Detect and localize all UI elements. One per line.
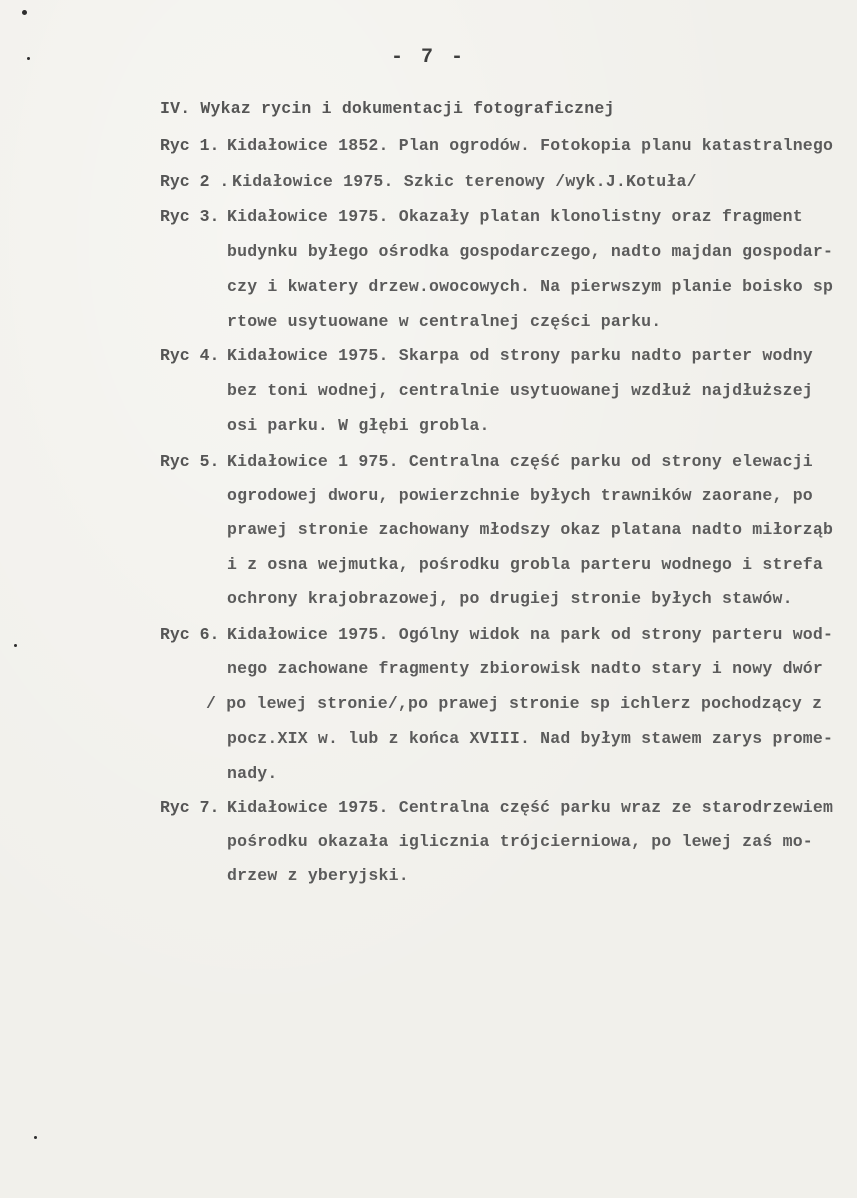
figure-caption-line: pocz.XIX w. lub z końca XVIII. Nad byłym stawem zarys prome-	[227, 729, 834, 748]
punch-mark-top	[22, 10, 27, 15]
section-title: IV. Wykaz rycin i dokumentacji fotograficznej	[160, 99, 615, 118]
figure-label: Ryc 2 .	[160, 172, 230, 191]
punch-mark-lower	[34, 1136, 37, 1139]
figure-caption-line: i z osna wejmutka, pośrodku grobla parteru wodnego i strefa	[227, 555, 823, 574]
figure-caption-line: ogrodowej dworu, powierzchnie byłych trawników zaorane, po	[227, 486, 813, 505]
figure-caption-line: nady.	[227, 764, 278, 783]
figure-label: Ryc 4.	[160, 346, 220, 365]
figure-caption-line: czy i kwatery drzew.owocowych. Na pierwszym planie boisko sp	[227, 277, 834, 296]
page-number: - 7 -	[390, 46, 466, 69]
figure-caption-line: prawej stronie zachowany młodszy okaz platana nadto miłorząb	[227, 520, 834, 539]
figure-caption-line: Kidałowice 1975. Centralna część parku wraz ze starodrzewiem	[227, 798, 834, 817]
figure-caption-line: Kidałowice 1975. Szkic terenowy /wyk.J.Kotuła/	[232, 172, 697, 191]
figure-caption-line: Kidałowice 1975. Okazały platan klonolistny oraz fragment	[227, 207, 803, 226]
figure-label: Ryc 7.	[160, 798, 220, 817]
figure-caption-line: Kidałowice 1 975. Centralna część parku od strony elewacji	[227, 452, 813, 471]
figure-caption-line: drzew z yberyjski.	[227, 866, 409, 885]
figure-label: Ryc 3.	[160, 207, 220, 226]
figure-caption-line: budynku byłego ośrodka gospodarczego, nadto majdan gospodar-	[227, 242, 834, 261]
punch-mark-middle	[14, 644, 17, 647]
figure-caption-line: bez toni wodnej, centralnie usytuowanej wzdłuż najdłuższej	[227, 381, 813, 400]
figure-caption-line: ochrony krajobrazowej, po drugiej stronie byłych stawów.	[227, 589, 793, 608]
figure-caption-line: / po lewej stronie/,po prawej stronie sp ichlerz pochodzący z	[206, 694, 823, 713]
figure-label: Ryc 1.	[160, 136, 220, 155]
figure-caption-line: osi parku. W głębi grobla.	[227, 416, 490, 435]
figure-caption-line: pośrodku okazała iglicznia trójcierniowa, po lewej zaś mo-	[227, 832, 813, 851]
figure-caption-line: rtowe usytuowane w centralnej części parku.	[227, 312, 662, 331]
figure-label: Ryc 6.	[160, 625, 220, 644]
figure-label: Ryc 5.	[160, 452, 220, 471]
figure-caption-line: Kidałowice 1852. Plan ogrodów. Fotokopia planu katastralnego	[227, 136, 834, 155]
figure-caption-line: Kidałowice 1975. Skarpa od strony parku nadto parter wodny	[227, 346, 813, 365]
figure-caption-line: Kidałowice 1975. Ogólny widok na park od strony parteru wod-	[227, 625, 834, 644]
figure-caption-line: nego zachowane fragmenty zbiorowisk nadto stary i nowy dwór	[227, 659, 823, 678]
